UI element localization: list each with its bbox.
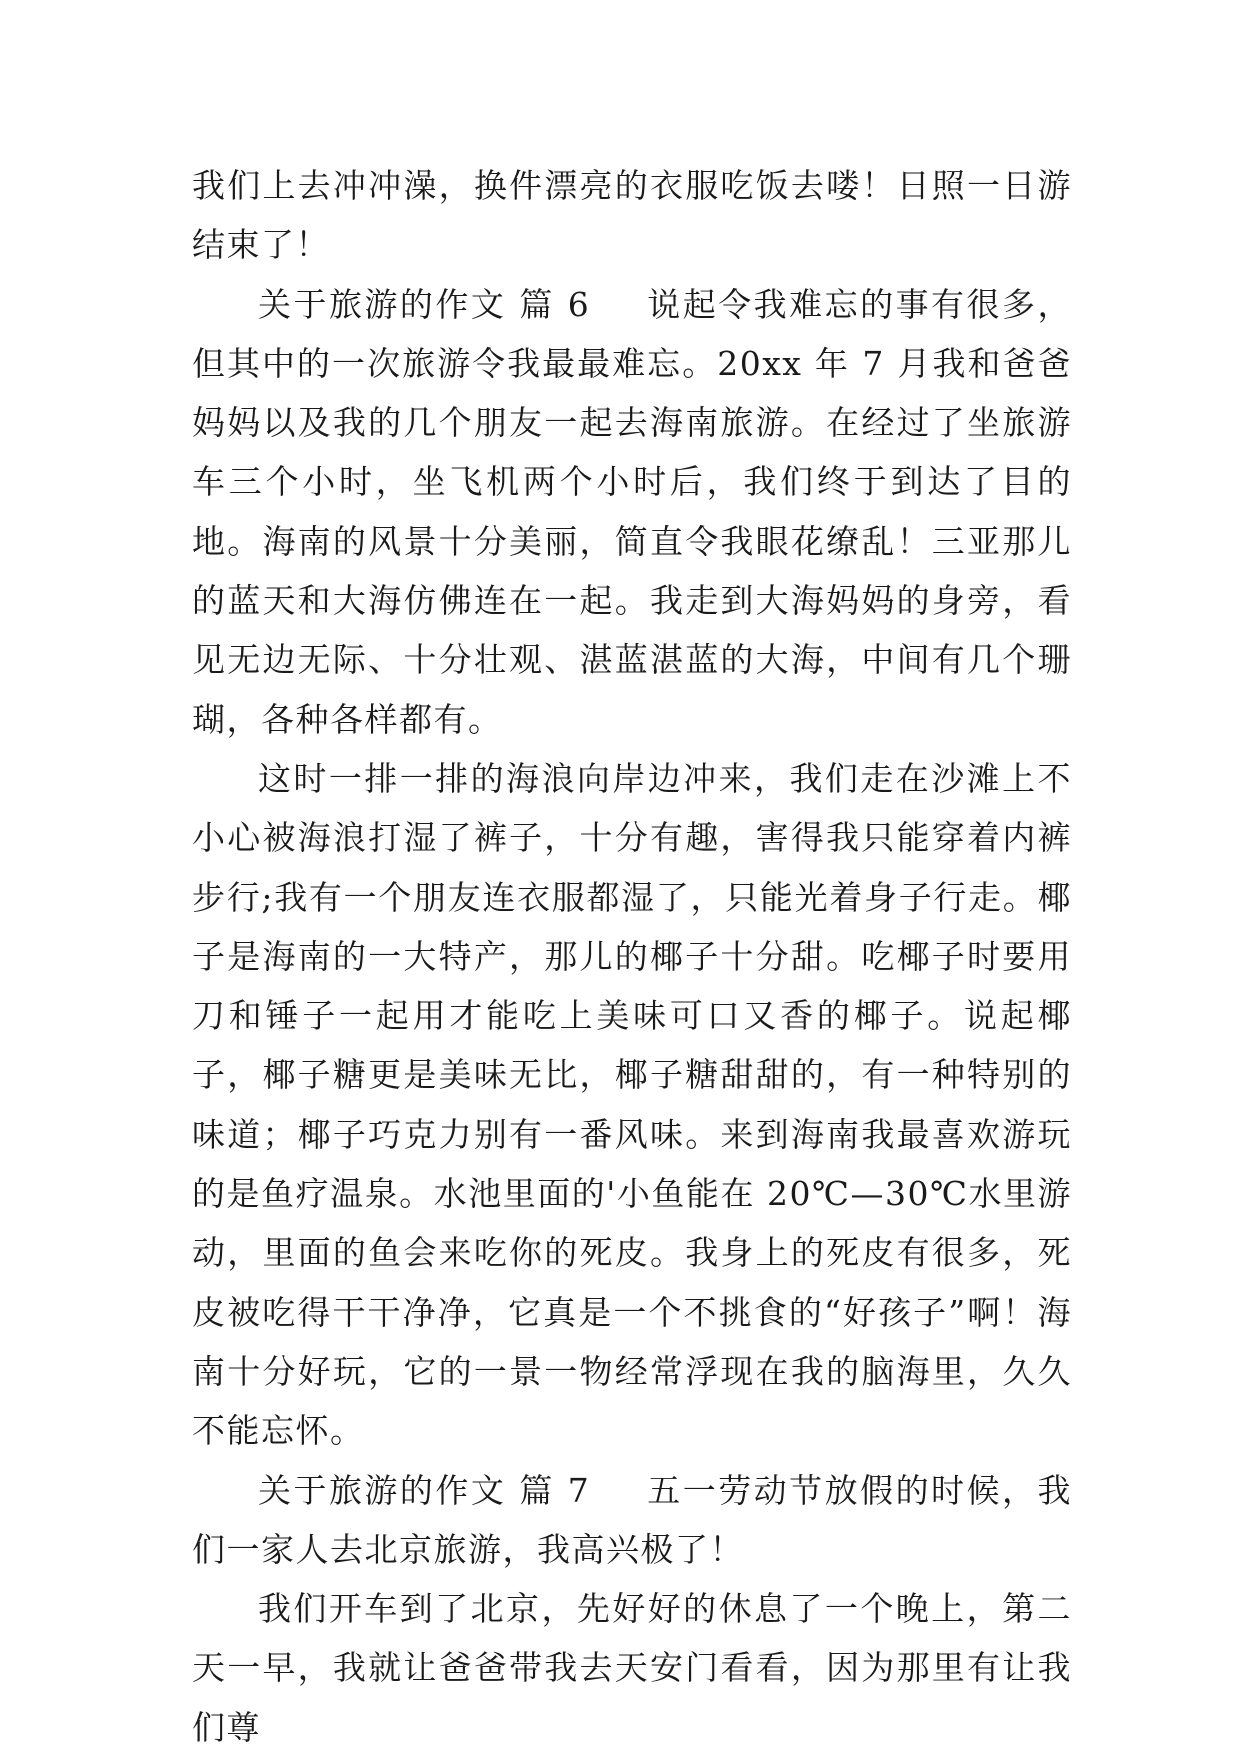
paragraph-5: [192, 1579, 1072, 1757]
section-heading: 关于旅游的作文: [258, 284, 507, 324]
paragraph-2: [192, 275, 1072, 749]
section-heading: 关于旅游的作文: [258, 1470, 507, 1510]
paragraph-4: [192, 1461, 1072, 1580]
paragraph-text: 五一劳动节放假的时候，我们一家人去北京旅游，我高兴极了！: [192, 1470, 1072, 1569]
section-number: 篇 6: [518, 284, 591, 324]
section-number: 篇 7: [518, 1470, 591, 1510]
paragraph-text: 我们上去冲冲澡，换件漂亮的衣服吃饭去喽！日照一日游结束了！: [192, 166, 1072, 265]
paragraph-3: [192, 749, 1072, 1461]
paragraph-text: 我们开车到了北京，先好好的休息了一个晚上，第二天一早，我就让爸爸带我去天安门看看，因为那里有让我们尊: [192, 1589, 1072, 1747]
paragraph-text: 这时一排一排的海浪向岸边冲来，我们走在沙滩上不小心被海浪打湿了裤子，十分有趣，害得我只能穿着内裤步行;我有一个朋友连衣服都湿了，只能光着身子行走。椰子是海南的一大特产，那儿的椰子十分甜。吃椰子时要用刀和锤子一起用才能吃上美味可口又香的椰子。说起椰子，椰子糖更是美味无比，椰子糖甜甜的，有一种特别的味道；椰子巧克力别有一番风味。来到海南我最喜欢游玩的是鱼疗温泉。水池里面的'小鱼能在 20℃—30℃水里游动，里面的鱼会来吃你的死皮。我身上的死皮有很多，死皮被吃得干干净净，它真是一个不挑食的“好孩子”啊！海南十分好玩，它的一景一物经常浮现在我的脑海里，久久不能忘怀。: [192, 758, 1072, 1451]
paragraph-1: [192, 156, 1072, 275]
paragraph-text: 说起令我难忘的事有很多，但其中的一次旅游令我最最难忘。20xx 年 7 月我和爸爸妈妈以及我的几个朋友一起去海南旅游。在经过了坐旅游车三个小时，坐飞机两个小时后，我们终于到达了目的地。海南的风景十分美丽，简直令我眼花缭乱！三亚那儿的蓝天和大海仿佛连在一起。我走到大海妈妈的身旁，看见无边无际、十分壮观、湛蓝湛蓝的大海，中间有几个珊瑚，各种各样都有。: [192, 284, 1072, 739]
document-body: [192, 156, 1072, 1757]
